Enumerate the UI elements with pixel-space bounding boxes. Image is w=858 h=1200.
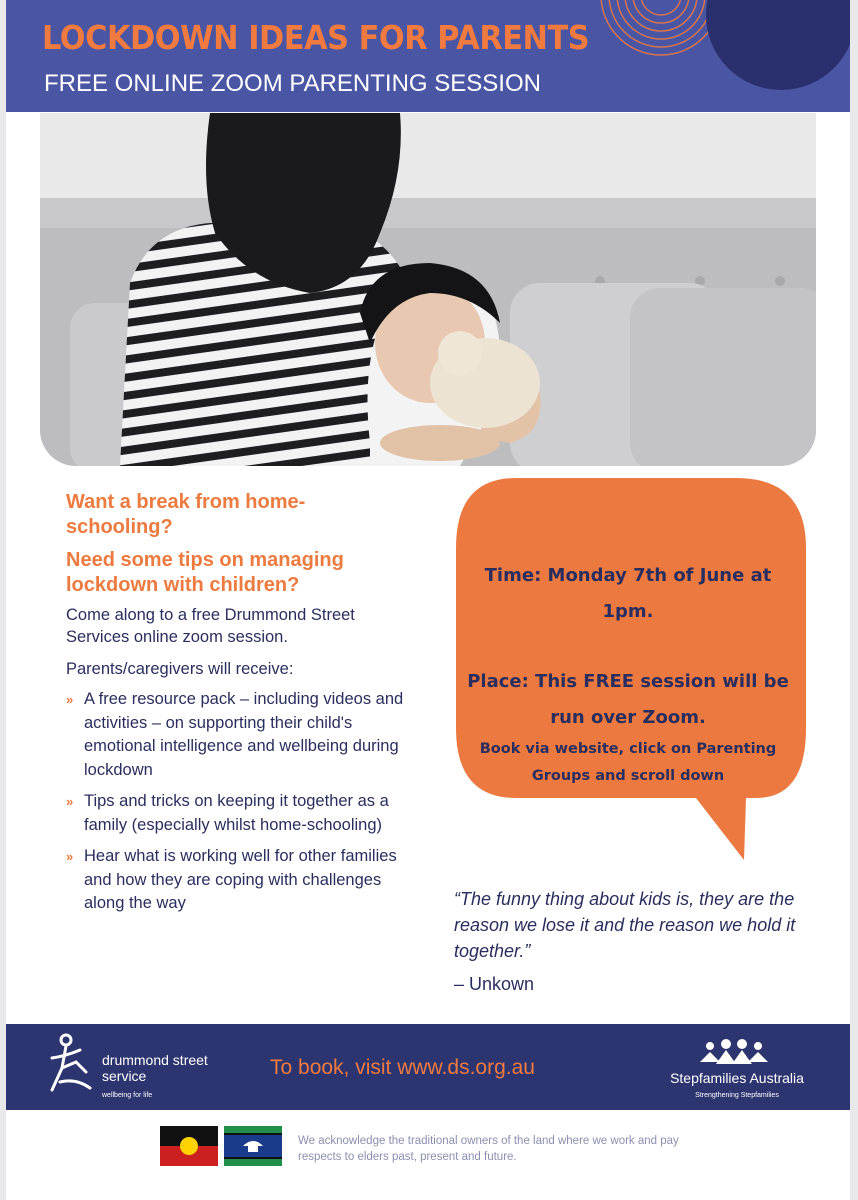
footer-banner: [6, 1024, 850, 1110]
hero-photo: [40, 113, 816, 466]
booking-link[interactable]: To book, visit www.ds.org.au: [270, 1056, 535, 1079]
session-place: Place: This FREE session will be run over Zoom.: [467, 671, 789, 728]
session-details: [458, 558, 798, 790]
decorative-circle: [706, 0, 850, 90]
page-subtitle: FREE ONLINE ZOOM PARENTING SESSION: [44, 70, 541, 97]
flyer-page: [6, 0, 850, 1200]
session-time: Time: Monday 7th of June at 1pm.: [484, 565, 772, 622]
booking-note: Book via website, click on Parenting Groups and scroll down: [479, 741, 777, 784]
info-column: [66, 490, 406, 924]
benefits-list: [66, 688, 406, 916]
mother-child-illustration: [40, 113, 816, 466]
aboriginal-flag-icon: [160, 1126, 218, 1166]
quote-author: – Unkown: [454, 974, 535, 994]
sf-name: Stepfamilies Australia: [670, 1070, 804, 1086]
drummond-street-logo-icon: [46, 1032, 102, 1096]
receive-label: Parents/caregivers will receive:: [66, 660, 294, 678]
benefit-item: » A free resource pack – including videos and activities – on supporting their child's emotional intelligence and wellbeing during lockdown: [66, 690, 404, 779]
sf-tagline: Strengthening Stepfamilies: [695, 1092, 779, 1099]
flags-group: [160, 1126, 282, 1173]
question-homeschooling: Want a break from home-schooling?: [66, 491, 306, 538]
stepfamilies-logo-icon: [696, 1038, 776, 1066]
ds-tagline: wellbeing for life: [102, 1092, 153, 1099]
benefit-item: » Hear what is working well for other families and how they are coping with challenges along the way: [66, 847, 397, 912]
intro-text: Come along to a free Drummond Street Services online zoom session.: [66, 606, 355, 646]
chevron-bullet-icon: »: [66, 794, 74, 809]
ds-name: drummond street service: [102, 1052, 208, 1084]
quote-text: “The funny thing about kids is, they are the reason we lose it and the reason we hold it together.”: [454, 889, 796, 961]
chevron-bullet-icon: »: [66, 692, 74, 707]
header-banner: [6, 0, 850, 112]
question-lockdown-tips: Need some tips on managing lockdown with children?: [66, 549, 344, 596]
acknowledgement-text: We acknowledge the traditional owners of the land where we work and pay respects to elders past, present and future.: [298, 1135, 679, 1163]
benefit-item: » Tips and tricks on keeping it together as a family (especially whilst home-schooling): [66, 792, 389, 834]
torres-strait-flag-icon: [224, 1126, 282, 1166]
page-title: LOCKDOWN IDEAS FOR PARENTS: [42, 18, 590, 57]
chevron-bullet-icon: »: [66, 849, 74, 864]
